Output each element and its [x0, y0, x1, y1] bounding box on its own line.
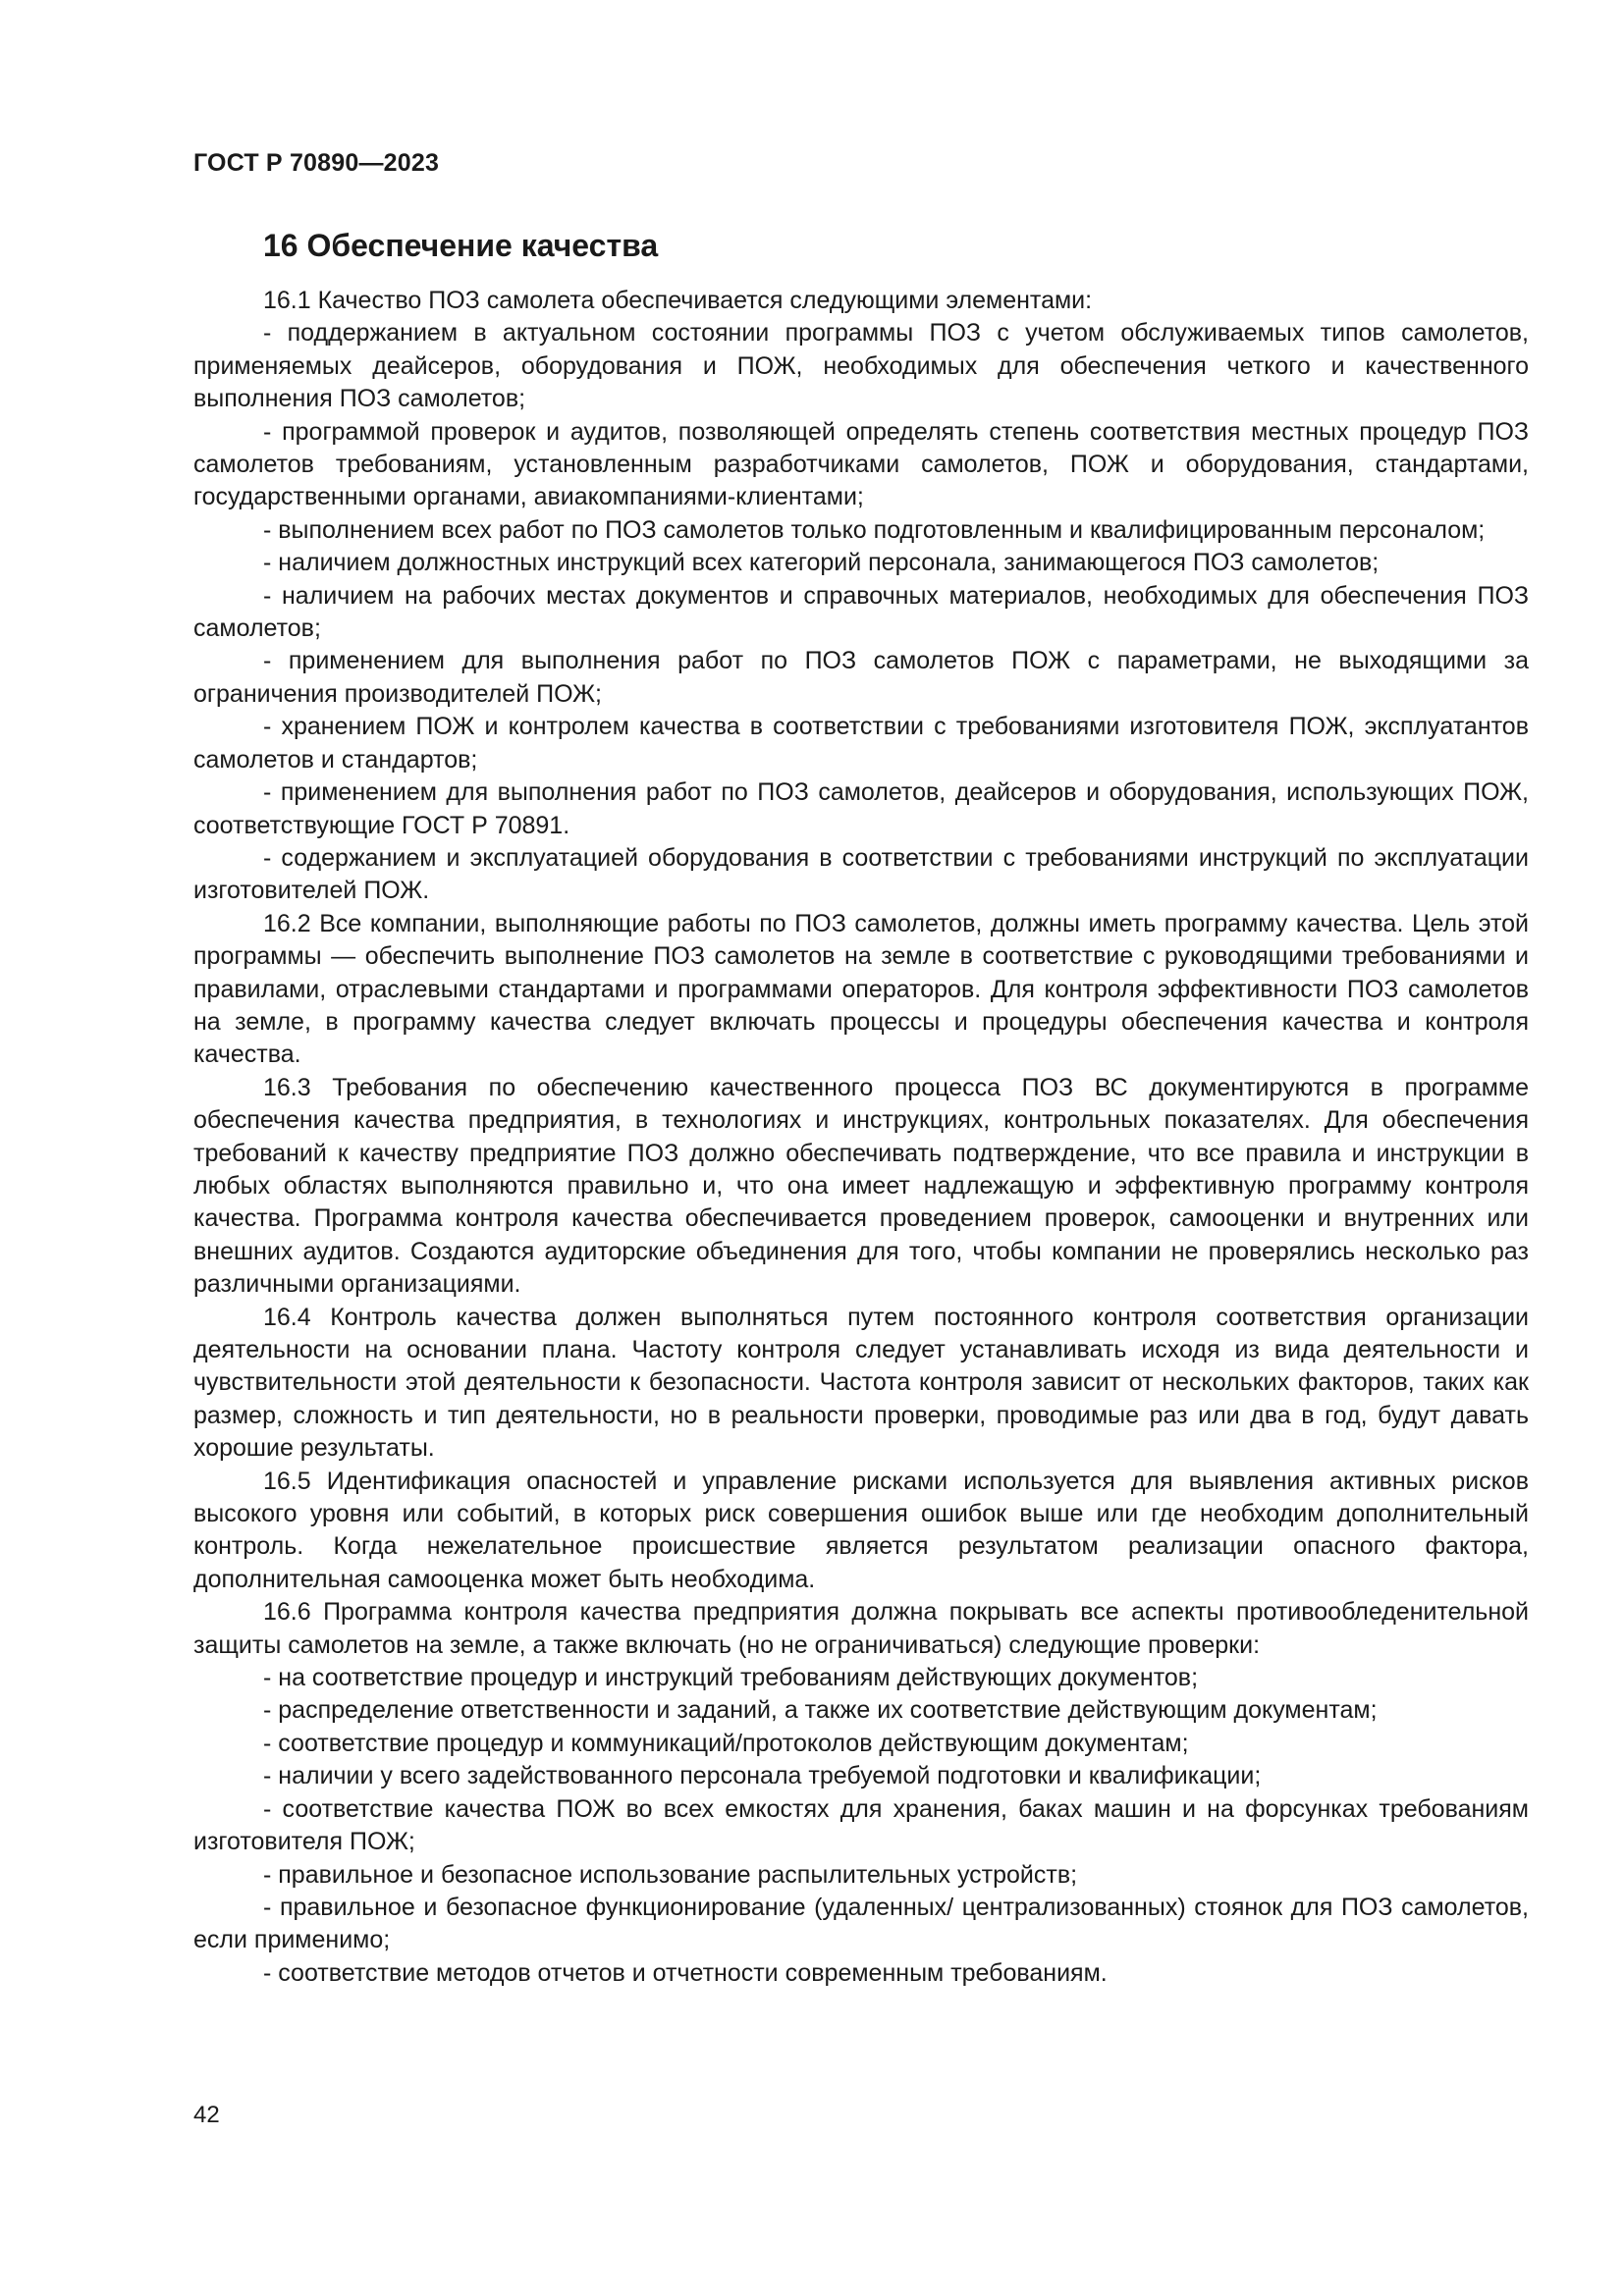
list-item: - правильное и безопасное функционирование (удаленных/ централизованных) стоянок для ПОЗ самолетов, если применимо; — [193, 1893, 1529, 1954]
list-item: - соответствие процедур и коммуникаций/протоколов действующим документам; — [263, 1729, 1189, 1757]
paragraph-16-6: 16.6 Программа контроля качества предприятия должна покрывать все аспекты противообледенительной защиты самолетов на земле, а также включать (но не ограничиваться) следующие проверки: — [193, 1598, 1529, 1659]
list-item: - соответствие методов отчетов и отчетности современным требованиям. — [263, 1958, 1108, 1987]
list-item: - наличии у всего задействованного персонала требуемой подготовки и квалификации; — [263, 1762, 1262, 1790]
list-item: - хранением ПОЖ и контролем качества в соответствии с требованиями изготовителя ПОЖ, эксплуатантов самолетов и стандартов; — [193, 713, 1529, 774]
list-item: - применением для выполнения работ по ПОЗ самолетов, деайсеров и оборудования, использующих ПОЖ, соответствующие ГОСТ Р 70891. — [193, 778, 1529, 839]
list-item: - наличием должностных инструкций всех категорий персонала, занимающегося ПОЗ самолетов; — [263, 549, 1380, 577]
list-item: - программой проверок и аудитов, позволяющей определять степень соответствия местных процедур ПОЗ самолетов требованиям, установленным разработчиками самолетов, ПОЖ и оборудования, стандартами, государственными органами, авиакомпаниями-клиентами; — [193, 417, 1529, 511]
list-item: - наличием на рабочих местах документов и справочных материалов, необходимых для обеспечения ПОЗ самолетов; — [193, 581, 1529, 643]
list-item: - поддержанием в актуальном состоянии программы ПОЗ с учетом обслуживаемых типов самолетов, применяемых деайсеров, оборудования и ПОЖ, необходимых для обеспечения четкого и качественного выполнения ПОЗ самолетов; — [193, 319, 1529, 413]
paragraph-16-2: 16.2 Все компании, выполняющие работы по ПОЗ самолетов, должны иметь программу качества. Цель этой программы — обеспечить выполнение ПОЗ самолетов на земле в соответствие с руководящими требованиями и правилами, отраслевыми стандартами и программами операторов. Для контроля эффективности ПОЗ самолетов на земле, в программу качества следует включать процессы и процедуры обеспечения качества и контроля качества. — [193, 909, 1529, 1069]
paragraph-16-1: 16.1 Качество ПОЗ самолета обеспечивается следующими элементами: — [263, 287, 1093, 314]
section-body — [193, 285, 1529, 1990]
list-item: - применением для выполнения работ по ПОЗ самолетов ПОЖ с параметрами, не выходящими за ограничения производителей ПОЖ; — [193, 647, 1529, 708]
list-item: - соответствие качества ПОЖ во всех емкостях для хранения, баках машин и на форсунках требованиям изготовителя ПОЖ; — [193, 1794, 1529, 1856]
list-item: - распределение ответственности и заданий, а также их соответствие действующим документам; — [263, 1696, 1378, 1725]
paragraph-16-4: 16.4 Контроль качества должен выполняться путем постоянного контроля соответствия организации деятельности на основании плана. Частоту контроля следует устанавливать исходя из вида деятельности и чувствительности этой деятельности к безопасности. Частота контроля зависит от нескольких факторов, таких как размер, сложность и тип деятельности, но в реальности проверки, проводимые раз или два в год, будут давать хорошие результаты. — [193, 1303, 1529, 1463]
section-title: 16 Обеспечение качества — [263, 228, 659, 263]
page-number: 42 — [193, 2102, 220, 2128]
list-item: - выполнением всех работ по ПОЗ самолетов только подготовленным и квалифицированным персоналом; — [263, 515, 1486, 544]
paragraph-16-5: 16.5 Идентификация опасностей и управление рисками используется для выявления активных рисков высокого уровня или событий, в которых риск совершения ошибок выше или где необходим дополнительный контроль. Когда нежелательное происшествие является результатом реализации опасного фактора, дополнительная самооценка может быть необходима. — [193, 1467, 1529, 1593]
list-item: - на соответствие процедур и инструкций требованиям действующих документов; — [263, 1664, 1199, 1692]
list-item: - содержанием и эксплуатацией оборудования в соответствии с требованиями инструкций по эксплуатации изготовителей ПОЖ. — [193, 843, 1529, 905]
paragraph-16-3: 16.3 Требования по обеспечению качественного процесса ПОЗ ВС документируются в программе обеспечения качества предприятия, в технологиях и инструкциях, контрольных показателях. Для обеспечения требований к качеству предприятие ПОЗ должно обеспечивать подтверждение, что все правила и инструкции в любых областях выполняются правильно и, что она имеет надлежащую и эффективную программу контроля качества. Программа контроля качества обеспечивается проведением проверок, самооценки и внутренних или внешних аудитов. Создаются аудиторские объединения для того, чтобы компании не проверялись несколько раз различными организациями. — [193, 1073, 1529, 1299]
document-code: ГОСТ Р 70890—2023 — [193, 149, 440, 177]
list-item: - правильное и безопасное использование распылительных устройств; — [263, 1860, 1078, 1889]
